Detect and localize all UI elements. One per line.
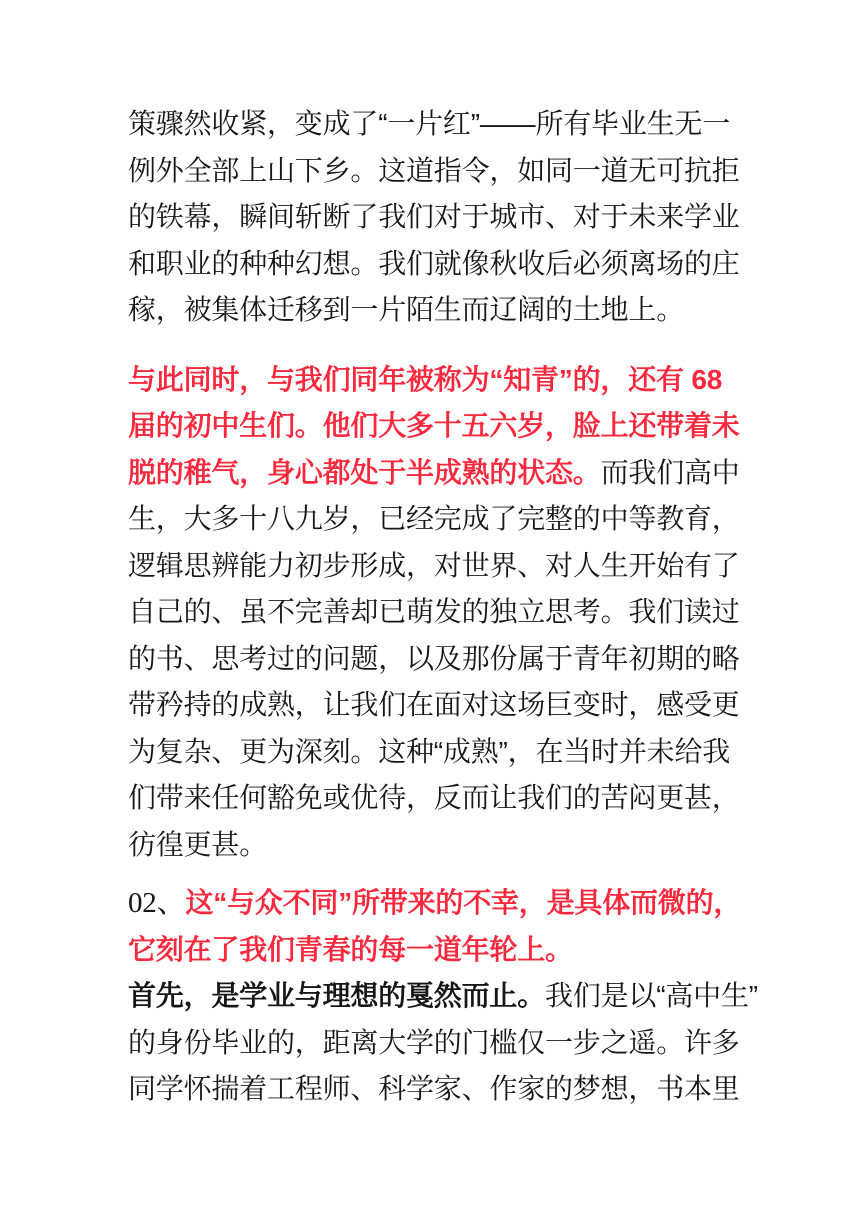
text-line: 彷徨更甚。 xyxy=(128,828,268,860)
red-segment: 脱的稚气，身心都处于半成熟的状态。 xyxy=(128,456,601,488)
text-line: 逻辑思辨能力初步形成，对世界、对人生开始有了 xyxy=(128,549,740,581)
bold-lead-segment: 首先，是学业与理想的戛然而止。 xyxy=(128,980,546,1011)
section-heading-line xyxy=(128,880,744,927)
text-line: 同学怀揣着工程师、科学家、作家的梦想，书本里 xyxy=(128,1073,740,1104)
section-title-red: 这“与众不同”所带来的不幸，是具体而微的， xyxy=(185,887,742,918)
black-segment: 而我们高中 xyxy=(600,456,740,488)
paragraph-2 xyxy=(128,357,744,869)
text-line: 的铁幕，瞬间斩断了我们对于城市、对于未来学业 xyxy=(128,201,740,232)
text-line-mixed xyxy=(128,450,744,497)
section-heading-02 xyxy=(128,880,744,973)
text-line: 自己的、虽不完善却已萌发的独立思考。我们读过 xyxy=(128,596,740,627)
text-line: 稼，被集体迁移到一片陌生而辽阔的土地上。 xyxy=(128,294,685,325)
text-line-mixed xyxy=(128,973,758,1020)
text-line: 策骤然收紧，变成了“一片红”——所有毕业生无一 xyxy=(128,108,731,139)
text-line: 们带来任何豁免或优待，反而让我们的苦闷更甚， xyxy=(128,782,740,813)
section-number: 02、 xyxy=(128,887,186,919)
paragraph-1 xyxy=(128,101,744,334)
text-line: 的书、思考过的问题，以及那份属于青年初期的略 xyxy=(128,642,740,674)
text-line: 为复杂、更为深刻。这种“成熟”，在当时并未给我 xyxy=(128,735,731,767)
section-title-red: 它刻在了我们青春的每一道年轮上。 xyxy=(128,933,573,965)
paragraph-3 xyxy=(128,973,758,1113)
text-line: 和职业的种种幻想。我们就像秋收后必须离场的庄 xyxy=(128,247,740,279)
text-line-red: 届的初中生们。他们大多十五六岁，脸上还带着未 xyxy=(128,410,740,441)
text-line: 例外全部上山下乡。这道指令，如同一道无可抗拒 xyxy=(128,154,740,186)
text-line-red: 与此同时，与我们同年被称为“知青”的，还有 68 xyxy=(128,363,723,395)
text-line: 的身份毕业的，距离大学的门槛仅一步之遥。许多 xyxy=(128,1026,740,1058)
text-line: 带矜持的成熟，让我们在面对这场巨变时，感受更 xyxy=(128,689,740,720)
text-line: 生，大多十八九岁，已经完成了完整的中等教育， xyxy=(128,503,740,534)
regular-segment: 我们是以“高中生” xyxy=(545,980,758,1011)
article-text xyxy=(128,101,758,1113)
